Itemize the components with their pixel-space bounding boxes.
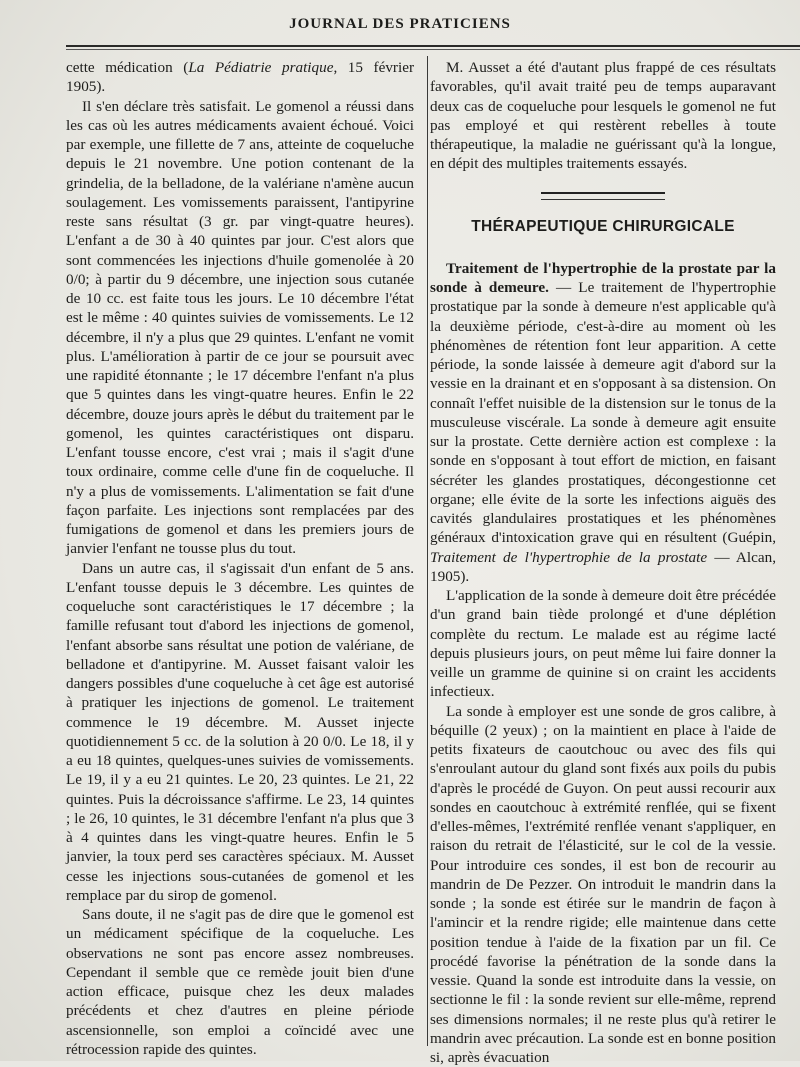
header-rule-thin [66, 49, 800, 50]
paragraph-case-one: Il s'en déclare très satisfait. Le gomenol a réussi dans les cas où les autres médicaments avaient échoué. Voici par exemple, une fillette de 7 ans, atteinte de coqueluche depuis le 21 novembre. Une potion contenant de la grindelia, de la belladone, de la valériane n'amène aucun soulagement. Les vomissements paraissent, l'antipyrine reste sans résultat (3 gr. par vingt-quatre heures). L'enfant a de 30 à 40 quintes par jour. C'est alors que sont commencées les injections d'huile gomenolée à 20 0/0; à partir du 9 décembre, une injection sous cutanée de 10 cc. est faite tous les jours. Le 10 décembre l'état est le même : 40 quintes suivies de vomissements. Le 12 décembre, il n'y a plus que 29 quintes. L'enfant ne vomit plus. L'amélioration à partir de ce jour se poursuit avec une rapidité étonnante ; le 17 décembre l'enfant n'a plus que 5 quintes dans les vingt-quatre heures. Enfin le 22 décembre, douze jours après le début du traitement par le gomenol, les quintes caractéristiques ont disparu. L'enfant tousse encore, c'est vrai ; mais il s'agit d'une toux ordinaire, comme celle d'une fin de coqueluche. Il n'y a plus de vomissements. L'alimentation se fait d'une façon parfaite. Les injections sont remplacées par des fumigations de gomenol et dans les premiers jours de janvier l'enfant ne tousse plus du tout. [66, 97, 414, 559]
citation-italic: Traitement de l'hypertrophie de la prostate [430, 549, 707, 566]
header-rule [66, 45, 800, 47]
paragraph-preparation: L'application de la sonde à demeure doit être précédée d'un grand bain tiède prolongé et d'une déplétion complète du rectum. Le malade est au régime lacté depuis plusieurs jours, on peut même lui faire donner la veille un gramme de quinine si on craint les accidents infectieux. [430, 586, 776, 702]
left-column [66, 58, 414, 1059]
paragraph-prostate-treatment: Traitement de l'hypertrophie de la prostate par la sonde à demeure. — Le traitement de l'hypertrophie prostatique par la sonde à demeure n'est applicable qu'à la deuxième période, c'est-à-dire au moment où les phénomènes de rétention font leur apparition. A cette période, la sonde laissée à demeure agit d'abord sur la vessie en la drainant et en s'opposant à sa distension. On connaît l'effet nuisible de la distension sur le tonus de la musculeuse viscérale. La sonde à demeure agit ensuite sur la prostate. Cette dernière action est complexe : la sonde en s'opposant à tout effort de miction, en faisant sécréter les glandes prostatiques, décongestionne cet organe; elle évite de la sorte les infections aiguës des cavités glandulaires prostatiques et les phénomènes généraux d'intoxication grave qui en résultent (Guépin, Traitement de l'hypertrophie de la prostate — Alcan, 1905). [430, 259, 776, 586]
paragraph-case-two: Dans un autre cas, il s'agissait d'un enfant de 5 ans. L'enfant tousse depuis le 3 décembre. Les quintes de coqueluche sont caractéristiques le 17 décembre ; la famille refusant tout d'abord les injections de gomenol, l'enfant absorbe sans résultat une potion de valériane, de belladone et d'antipyrine. M. Ausset faisant valoir les dangers possibles d'une coqueluche à cet âge est autorisé à pratiquer les injections de gomenol. Le traitement commence le 19 décembre. M. Ausset injecte quotidiennement 5 cc. de la solution à 20 0/0. Le 18, il y a eu 18 quintes, quelques-unes suivies de vomissements. Le 19, il y a eu 21 quintes. Le 20, 23 quintes. Le 21, 22 quintes. Puis la décroissance s'affirme. Le 23, 14 quintes ; le 26, 10 quintes, le 31 décembre l'enfant n'a plus que 3 à 4 quintes dans les vingt-quatre heures. Enfin le 5 janvier, la toux perd ses caractères spéciaux. M. Ausset cesse les injections sous-cutanées de gomenol et les remplace par du sirop de gomenol. [66, 559, 414, 906]
running-head: JOURNAL DES PRATICIENS [0, 16, 800, 33]
paragraph-ausset: M. Ausset a été d'autant plus frappé de ces résultats favorables, qu'il avait traité peu de temps auparavant deux cas de coqueluche pour lesquels le gomenol ne fut pas employé et qui restèrent rebelles à toute thérapeutique, la maladie ne guérissant qu'à la longue, en dépit des multiples traitements essayés. [430, 58, 776, 174]
column-divider [427, 56, 428, 1046]
section-title: THÉRAPEUTIQUE CHIRURGICALE [430, 217, 776, 236]
journal-title-italic: La Pédiatrie pratique [188, 59, 333, 76]
paragraph-continuation: cette médication (La Pédiatrie pratique, 15 février 1905). [66, 58, 414, 97]
paragraph-conclusion: Sans doute, il ne s'agit pas de dire que le gomenol est un médicament spécifique de la coqueluche. Les observations ne sont pas encore assez nombreuses. Cependant il semble que ce remède jouit bien d'une action efficace, puisque chez les deux malades précédents et chez d'autres en pleine période ascensionnelle, son emploi a coïncidé avec une rétrocession rapide des quintes. [66, 905, 414, 1059]
paragraph-sonde: La sonde à employer est une sonde de gros calibre, à béquille (2 yeux) ; on la maintient en place à l'aide de petits fixateurs de caoutchouc ou avec des fils qui s'enroulant autour du gland sont fixés aux poils du pubis d'après le procédé de Guyon. On peut aussi recourir aux sondes en caoutchouc à extrémité renflée, qui se fixent d'elles-mêmes, l'extrémité renflée venant s'appliquer, en raison du retrait de l'élasticité, sur le col de la vessie. Pour introduire ces sondes, il est bon de recourir au mandrin de De Pezzer. On introduit le mandrin dans la sonde ; la sonde est étirée sur le mandrin de façon à l'amincir et la rendre rigide; elle maintenue dans cette position tendue à l'aide de la fixation par un fil. Ce procédé favorise la pénétration de la sonde dans la vessie. Quand la sonde est introduite dans la vessie, on sectionne le fil : la sonde revient sur elle-même, reprend ses dimensions normales; il ne reste plus qu'à retirer le mandrin avec précaution. La sonde est en bonne position si, après évacuation [430, 702, 776, 1067]
section-rule [541, 192, 665, 200]
article-lead: Traitement de l'hypertrophie de la prostate par la sonde à demeure. [430, 260, 776, 296]
right-column [430, 58, 776, 1067]
